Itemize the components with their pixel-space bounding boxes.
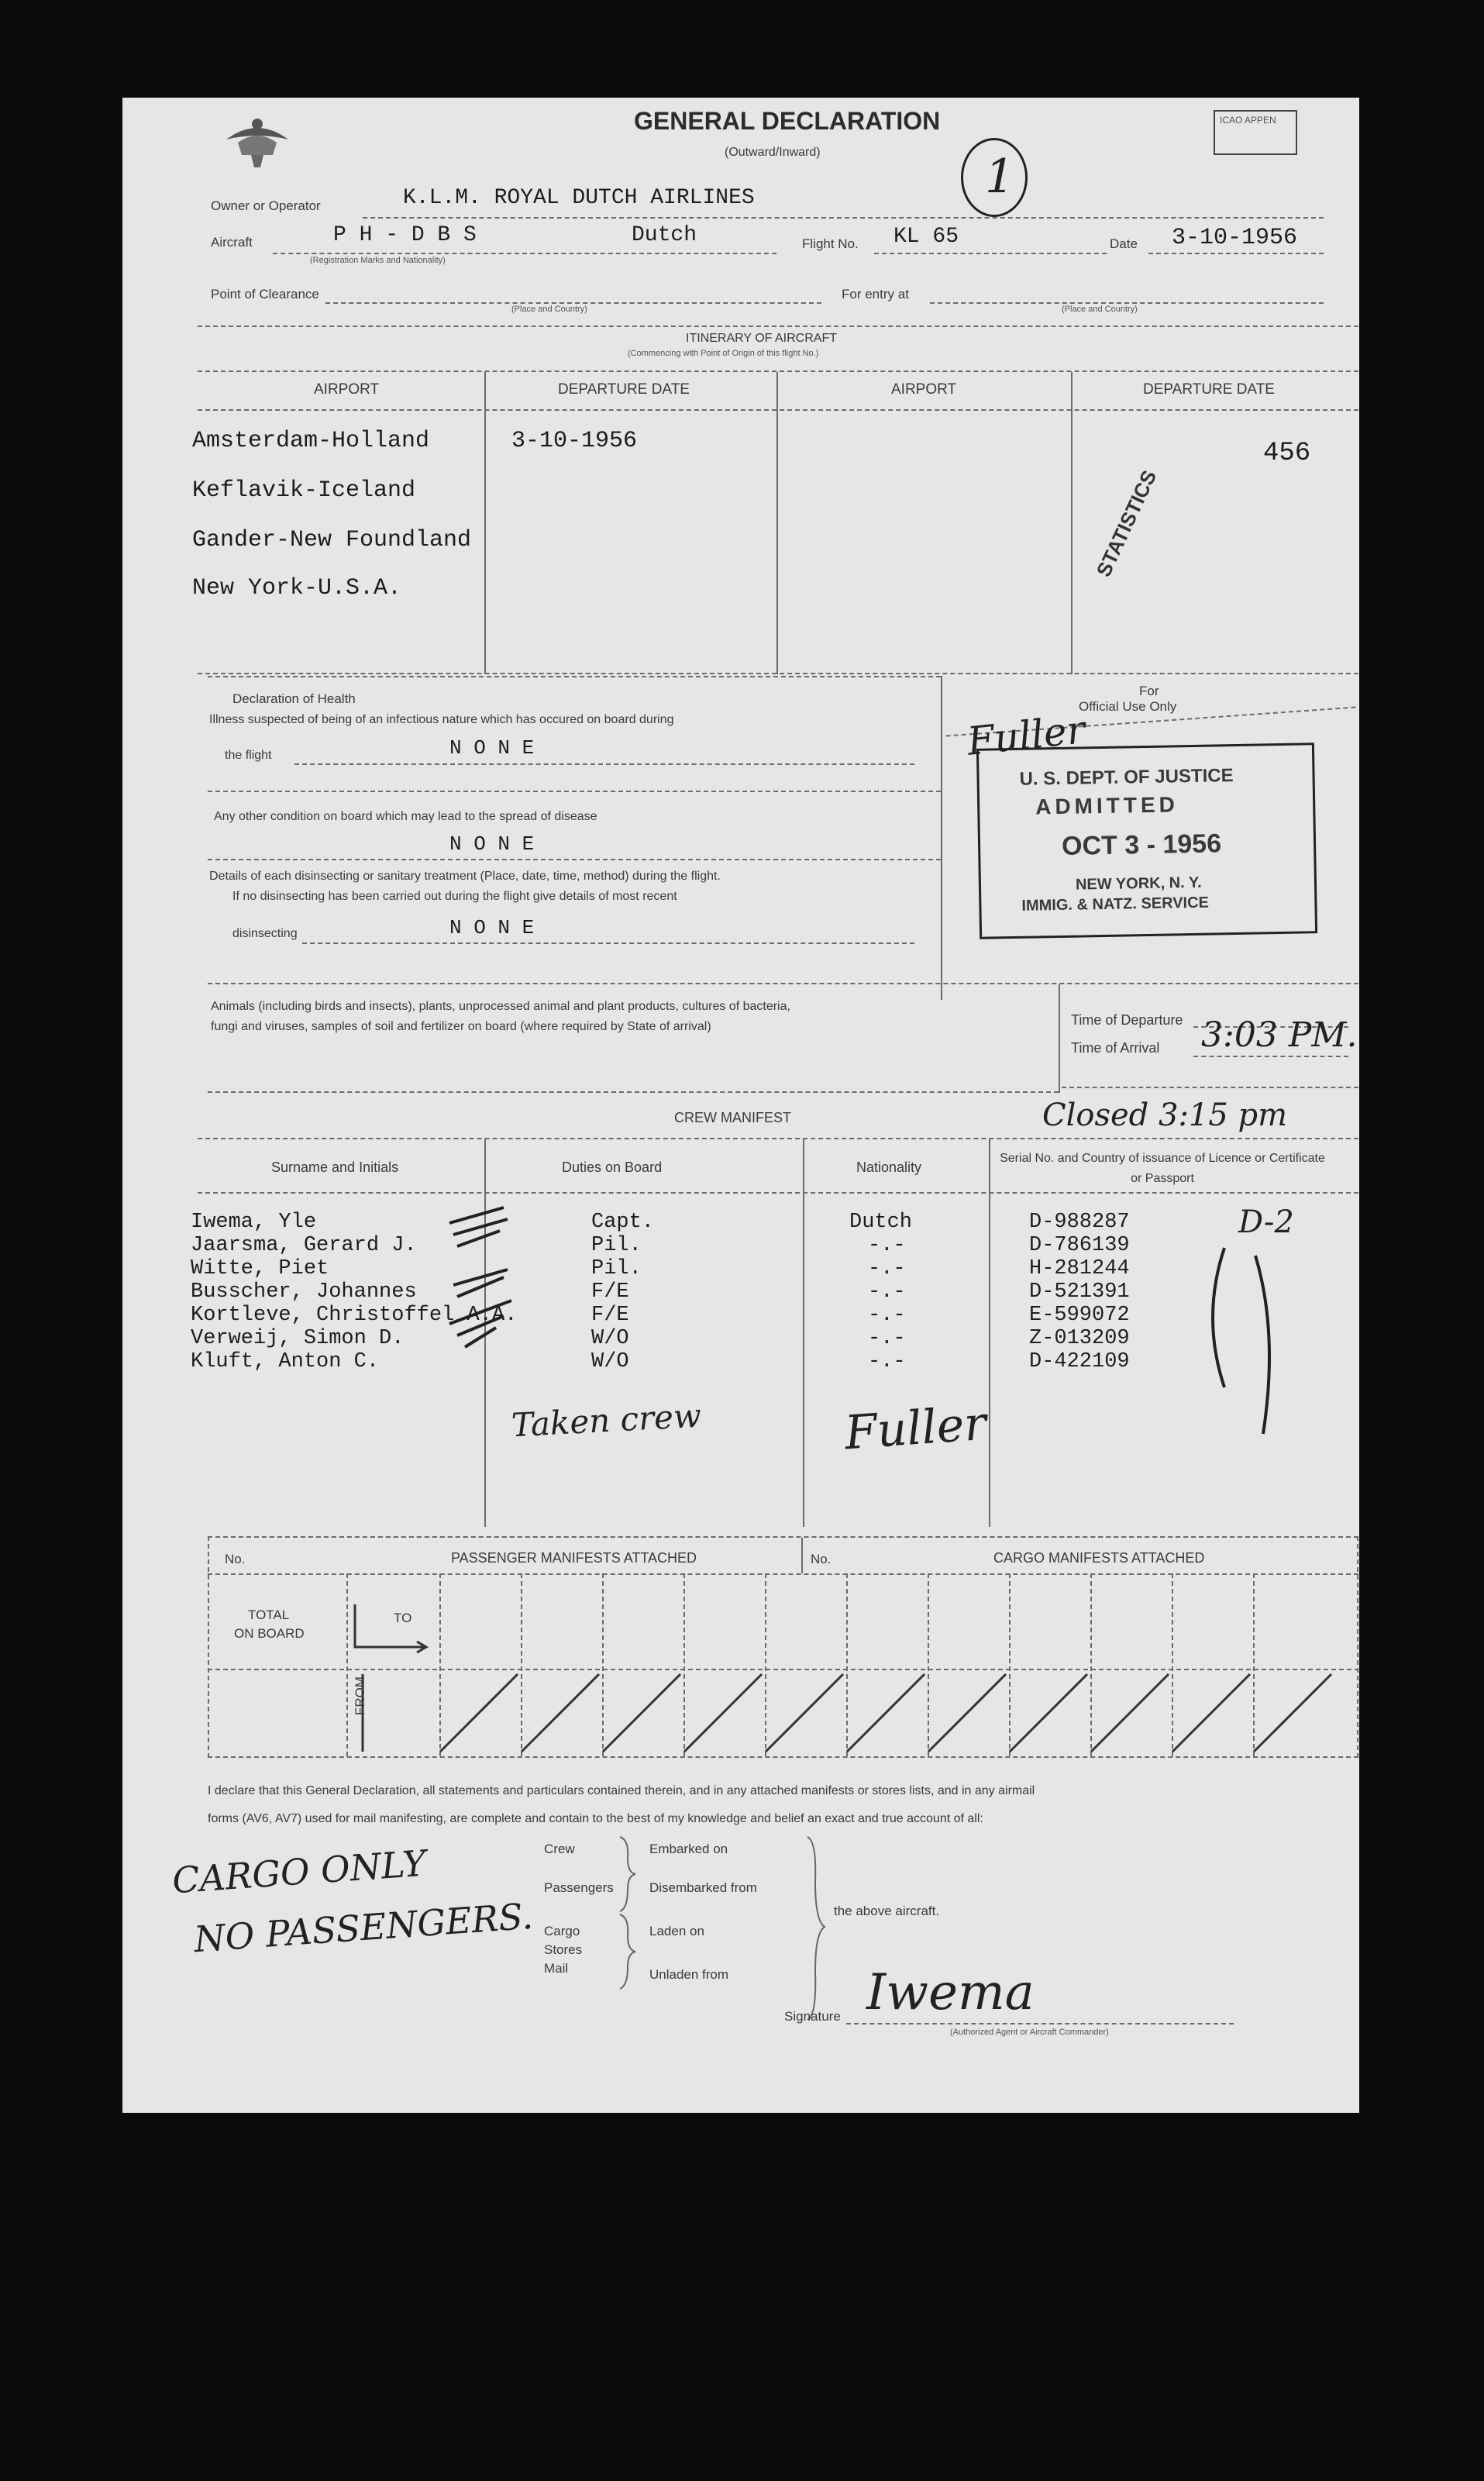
health-question-2: Any other condition on board which may lead to the spread of disease <box>214 810 597 823</box>
health-top-border <box>208 676 941 677</box>
crew-row-6-nat: -.- <box>868 1327 906 1350</box>
crew-row-2-nat: -.- <box>868 1234 906 1257</box>
official-use-label-1: For <box>1139 684 1159 698</box>
declaration-text-1: I declare that this General Declaration, all statements and particulars contained therein, and in any attached manifests or stores lists, and in any airmail <box>208 1784 1035 1797</box>
health-title: Declaration of Health <box>232 691 356 706</box>
passenger-manifests-title: PASSENGER MANIFESTS ATTACHED <box>451 1550 697 1566</box>
itinerary-col-divider-2 <box>776 372 778 674</box>
clearance-label: Point of Clearance <box>211 287 319 302</box>
itinerary-col-divider-1 <box>484 372 486 674</box>
cargo-no-label: No. <box>811 1552 832 1566</box>
health-answer-1: N O N E <box>449 736 535 760</box>
crew-header-bottom <box>198 1192 1358 1194</box>
passenger-no-label: No. <box>225 1552 246 1566</box>
crew-bracket-marks <box>1193 1240 1286 1442</box>
crew-header-top <box>198 1138 1358 1139</box>
aircraft-label: Aircraft <box>211 235 253 250</box>
crew-header-name: Surname and Initials <box>271 1160 399 1175</box>
declaration-embarked: Embarked on <box>649 1842 728 1856</box>
statistics-stamp: STATISTICS <box>1091 466 1162 581</box>
health-question-3b: If no disinsecting has been carried out during the flight give details of most recent <box>232 890 677 903</box>
crew-row-1-duty: Capt. <box>591 1211 655 1234</box>
time-arrival-line <box>1193 1056 1348 1057</box>
date-line <box>1148 253 1324 254</box>
official-use-label-2: Official Use Only <box>1079 699 1177 714</box>
declaration-crew: Crew <box>544 1842 575 1856</box>
itinerary-airport-4: New York-U.S.A. <box>192 575 402 601</box>
cargo-only-note: CARGO ONLY <box>170 1842 428 1902</box>
itinerary-airport-3: Gander-New Foundland <box>192 527 472 553</box>
entry-sublabel: (Place and Country) <box>1062 305 1138 314</box>
taken-crew-note: Taken crew <box>510 1396 703 1445</box>
health-divider-2 <box>208 859 941 860</box>
declaration-laden: Laden on <box>649 1924 704 1938</box>
crew-note-d2: D-2 <box>1238 1204 1294 1240</box>
declaration-disembarked: Disembarked from <box>649 1880 757 1895</box>
clearance-sublabel: (Place and Country) <box>511 305 587 314</box>
total-on-board-label-1: TOTAL <box>248 1607 290 1622</box>
flight-no-line <box>874 253 1107 254</box>
crew-row-5-nat: -.- <box>868 1304 906 1327</box>
form-reference-box <box>1214 110 1297 155</box>
stamp-date: OCT 3 - 1956 <box>1061 829 1222 861</box>
statistics-number: 456 <box>1263 439 1311 468</box>
crew-header-nationality: Nationality <box>856 1160 922 1175</box>
crew-row-4-duty: F/E <box>591 1280 629 1304</box>
health-answer-3: N O N E <box>449 916 535 939</box>
entry-line <box>930 302 1324 304</box>
declaration-brace-left <box>612 1835 643 1990</box>
health-question-3: Details of each disinsecting or sanitary treatment (Place, date, time, method) during the flight. <box>209 870 721 883</box>
declaration-aircraft: the above aircraft. <box>834 1904 940 1918</box>
entry-label: For entry at <box>842 287 909 302</box>
crew-row-5-name: Kortleve, Christoffel A.A. <box>191 1304 518 1327</box>
circled-number-text: 1 <box>985 150 1015 204</box>
crew-row-7-name: Kluft, Anton C. <box>191 1350 380 1373</box>
flight-no-value: KL 65 <box>893 225 959 249</box>
crew-row-3-serial: H-281244 <box>1029 1257 1130 1280</box>
health-answer-2: N O N E <box>449 832 535 856</box>
owner-line <box>363 217 1324 219</box>
crew-row-1-nat: Dutch <box>849 1211 913 1234</box>
itinerary-departure-date: 3-10-1956 <box>511 428 638 454</box>
manifests-grid <box>208 1573 1358 1758</box>
form-subtitle: (Outward/Inward) <box>725 146 821 159</box>
aircraft-sublabel: (Registration Marks and Nationality) <box>310 256 446 265</box>
crew-signature: Fuller <box>842 1396 989 1461</box>
crew-row-2-name: Jaarsma, Gerard J. <box>191 1234 417 1257</box>
aircraft-registration: P H - D B S <box>333 223 477 247</box>
crew-row-7-duty: W/O <box>591 1350 629 1373</box>
manifests-title-divider <box>801 1538 803 1573</box>
crew-row-5-serial: E-599072 <box>1029 1304 1130 1327</box>
crew-check-marks <box>442 1200 558 1378</box>
crew-row-6-duty: W/O <box>591 1327 629 1350</box>
admitted-stamp <box>976 743 1317 939</box>
crew-row-5-duty: F/E <box>591 1304 629 1327</box>
owner-label: Owner or Operator <box>211 198 321 213</box>
times-bottom-border <box>1062 1087 1358 1088</box>
crew-row-3-name: Witte, Piet <box>191 1257 329 1280</box>
to-label: TO <box>394 1611 412 1625</box>
clearance-line <box>325 302 821 304</box>
form-reference-text: ICAO APPEN <box>1220 115 1276 126</box>
health-right-border <box>941 676 942 1000</box>
crew-row-6-name: Verweij, Simon D. <box>191 1327 405 1350</box>
crew-row-4-nat: -.- <box>868 1280 906 1304</box>
crew-col-divider-2 <box>803 1139 804 1527</box>
health-question-3c: disinsecting <box>232 927 298 940</box>
itinerary-header-top <box>198 370 1358 372</box>
itinerary-header-date-2: DEPARTURE DATE <box>1143 381 1275 398</box>
total-on-board-label-2: ON BOARD <box>234 1626 305 1641</box>
klm-crown-logo <box>219 109 296 172</box>
health-answer-1-line <box>294 763 914 765</box>
itinerary-title: ITINERARY OF AIRCRAFT <box>686 332 837 345</box>
time-arrival-value: 3:03 PM. <box>1201 1015 1358 1055</box>
crew-header-serial: Serial No. and Country of issuance of Licence or Certificate or Passport <box>1000 1152 1325 1185</box>
inspector-signature: Fuller <box>965 707 1087 764</box>
crew-row-2-duty: Pil. <box>591 1234 642 1257</box>
crew-row-3-nat: -.- <box>868 1257 906 1280</box>
health-divider-1 <box>208 791 941 792</box>
health-answer-3-line <box>302 942 914 944</box>
itinerary-header-airport-2: AIRPORT <box>891 381 957 398</box>
flight-no-label: Flight No. <box>802 236 859 251</box>
signature-sublabel: (Authorized Agent or Aircraft Commander) <box>950 2028 1109 2037</box>
declaration-cargo: Cargo <box>544 1924 580 1938</box>
crew-row-6-serial: Z-013209 <box>1029 1327 1130 1350</box>
crew-header-duties: Duties on Board <box>562 1160 663 1175</box>
itinerary-subtitle: (Commencing with Point of Origin of this flight No.) <box>628 349 819 358</box>
signature-label: Signature <box>784 2009 841 2024</box>
declaration-brace-right <box>804 1835 828 2021</box>
stamp-dept: U. S. DEPT. OF JUSTICE <box>1019 765 1234 790</box>
date-label: Date <box>1110 236 1138 251</box>
itinerary-top-border <box>198 326 1358 327</box>
animals-bottom-border <box>208 1091 1059 1093</box>
itinerary-header-bottom <box>198 409 1358 411</box>
itinerary-col-divider-3 <box>1071 372 1073 674</box>
declaration-stores: Stores <box>544 1942 583 1957</box>
crew-row-4-serial: D-521391 <box>1029 1280 1130 1304</box>
crew-row-7-serial: D-422109 <box>1029 1350 1130 1373</box>
declaration-passengers: Passengers <box>544 1880 614 1895</box>
circled-number <box>961 138 1028 217</box>
itinerary-bottom-border <box>198 673 1358 674</box>
animals-right-border <box>1059 984 1060 1093</box>
itinerary-airport-2: Keflavik-Iceland <box>192 477 416 504</box>
crew-manifest-title: CREW MANIFEST <box>674 1110 791 1125</box>
crew-row-1-serial: D-988287 <box>1029 1211 1130 1234</box>
date-value: 3-10-1956 <box>1172 225 1298 251</box>
stamp-city: NEW YORK, N. Y. <box>1075 874 1202 894</box>
itinerary-header-airport-1: AIRPORT <box>314 381 380 398</box>
cargo-manifests-title: CARGO MANIFESTS ATTACHED <box>993 1550 1205 1566</box>
declaration-mail: Mail <box>544 1961 569 1976</box>
health-bottom-border <box>208 983 1358 984</box>
stamp-service: IMMIG. & NATZ. SERVICE <box>1021 894 1210 915</box>
signature-line <box>846 2023 1234 2024</box>
crew-row-3-duty: Pil. <box>591 1257 642 1280</box>
aircraft-line <box>273 253 776 254</box>
health-question-1-label: the flight <box>225 749 272 762</box>
stamp-admitted: ADMITTED <box>1035 792 1179 819</box>
captain-signature: Iwema <box>866 1964 1035 2021</box>
crew-col-divider-3 <box>989 1139 990 1527</box>
declaration-unladen: Unladen from <box>649 1967 729 1982</box>
closed-note: Closed 3:15 pm <box>1042 1097 1288 1133</box>
no-passengers-note: NO PASSENGERS. <box>192 1894 535 1961</box>
from-label: FROM <box>353 1676 368 1716</box>
crew-row-2-serial: D-786139 <box>1029 1234 1130 1257</box>
time-departure-label: Time of Departure <box>1071 1012 1183 1028</box>
itinerary-airport-1: Amsterdam-Holland <box>192 428 430 454</box>
time-arrival-label: Time of Arrival <box>1071 1040 1160 1056</box>
crew-row-1-name: Iwema, Yle <box>191 1211 317 1234</box>
owner-value: K.L.M. ROYAL DUTCH AIRLINES <box>403 186 755 210</box>
crew-row-7-nat: -.- <box>868 1350 906 1373</box>
animals-text-1: Animals (including birds and insects), plants, unprocessed animal and plant products, cultures of bacteria, <box>211 1000 790 1013</box>
animals-text-2: fungi and viruses, samples of soil and fertilizer on board (where required by State of arrival) <box>211 1020 711 1033</box>
health-question-1: Illness suspected of being of an infectious nature which has occured on board during <box>209 713 674 726</box>
declaration-text-2: forms (AV6, AV7) used for mail manifesting, are complete and contain to the best of my knowledge and belief an exact and true account of all: <box>208 1812 983 1825</box>
crew-row-4-name: Busscher, Johannes <box>191 1280 417 1304</box>
itinerary-header-date-1: DEPARTURE DATE <box>558 381 690 398</box>
form-title: GENERAL DECLARATION <box>634 107 941 135</box>
aircraft-nationality: Dutch <box>632 223 697 247</box>
